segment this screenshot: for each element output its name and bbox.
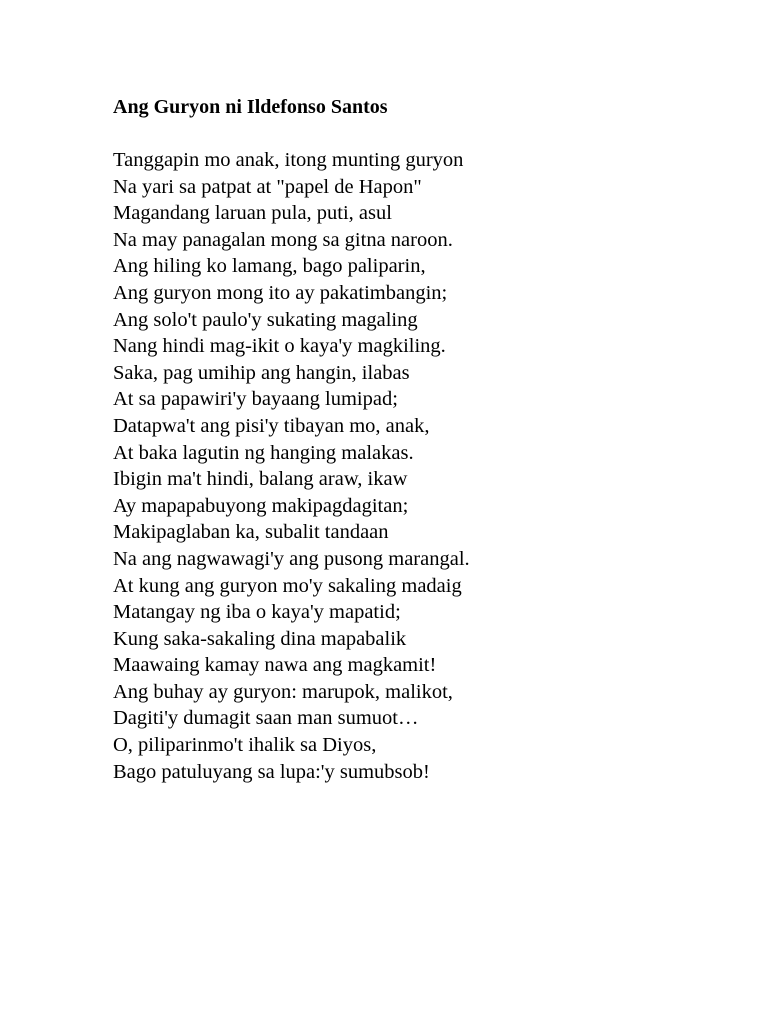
poem-line-19: Kung saka-sakaling dina mapabalik xyxy=(113,627,407,650)
poem-title: Ang Guryon ni Ildefonso Santos xyxy=(113,96,388,118)
poem-line-5: Ang hiling ko lamang, bago paliparin, xyxy=(113,255,426,278)
poem-line-7: Ang solo't paulo'y sukating magaling xyxy=(113,308,418,331)
poem-line-6: Ang guryon mong ito ay pakatimbangin; xyxy=(113,281,448,304)
poem-line-16: Na ang nagwawagi'y ang pusong marangal. xyxy=(113,547,470,570)
poem-line-23: O, piliparinmo't ihalik sa Diyos, xyxy=(113,734,377,757)
poem-line-11: Datapwa't ang pisi'y tibayan mo, anak, xyxy=(113,414,430,437)
poem-line-20: Maawaing kamay nawa ang magkamit! xyxy=(113,654,437,677)
poem-line-18: Matangay ng iba o kaya'y mapatid; xyxy=(113,601,401,624)
poem-line-21: Ang buhay ay guryon: marupok, malikot, xyxy=(113,680,453,703)
poem-line-22: Dagiti'y dumagit saan man sumuot… xyxy=(113,707,419,730)
poem-line-12: At baka lagutin ng hanging malakas. xyxy=(113,441,414,464)
poem-line-10: At sa papawiri'y bayaang lumipad; xyxy=(113,388,398,411)
poem xyxy=(113,92,733,785)
poem-line-2: Na yari sa patpat at "papel de Hapon" xyxy=(113,175,422,198)
poem-line-24: Bago patuluyang sa lupa:'y sumubsob! xyxy=(113,760,430,783)
poem-line-13: Ibigin ma't hindi, balang araw, ikaw xyxy=(113,468,408,491)
poem-line-1: Tanggapin mo anak, itong munting guryon xyxy=(113,149,464,171)
poem-line-9: Saka, pag umihip ang hangin, ilabas xyxy=(113,361,410,384)
poem-line-8: Nang hindi mag-ikit o kaya'y magkiling. xyxy=(113,335,446,358)
poem-line-15: Makipaglaban ka, subalit tandaan xyxy=(113,521,389,544)
poem-line-4: Na may panagalan mong sa gitna naroon. xyxy=(113,228,453,251)
poem-line-3: Magandang laruan pula, puti, asul xyxy=(113,202,392,225)
poem-line-17: At kung ang guryon mo'y sakaling madaig xyxy=(113,574,462,597)
poem-body xyxy=(113,147,733,785)
poem-line-14: Ay mapapabuyong makipagdagitan; xyxy=(113,494,409,517)
